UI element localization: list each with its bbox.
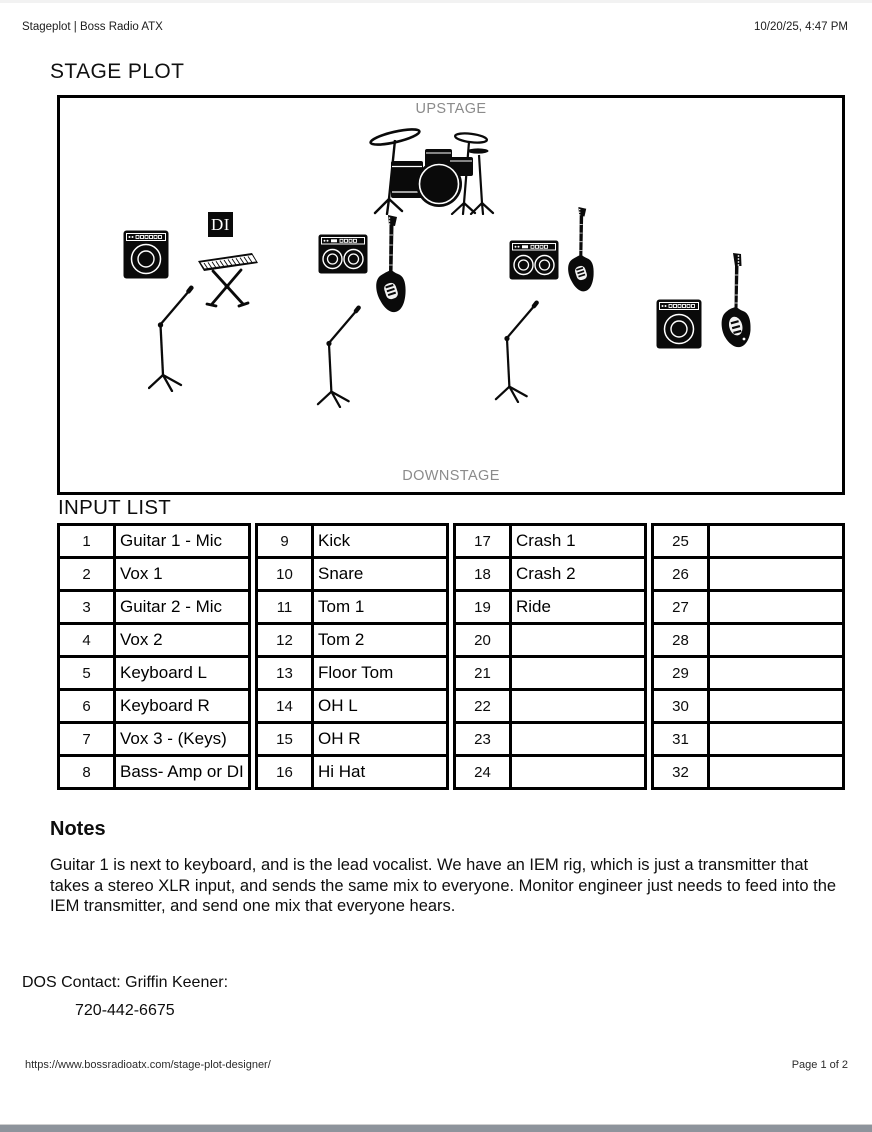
channel-number-cell: 1 <box>59 525 115 558</box>
channel-label-cell <box>511 657 646 690</box>
channel-label-cell: Vox 2 <box>115 624 250 657</box>
channel-label-cell: Snare <box>313 558 448 591</box>
channel-label-cell <box>511 756 646 789</box>
table-row <box>653 723 844 756</box>
table-row <box>653 591 844 624</box>
channel-number-cell: 24 <box>455 756 511 789</box>
channel-number-cell: 30 <box>653 690 709 723</box>
table-row <box>455 591 646 624</box>
table-row <box>455 525 646 558</box>
page-top-edge <box>0 0 872 3</box>
channel-label-cell: Ride <box>511 591 646 624</box>
table-row <box>257 558 448 591</box>
channel-label-cell: Vox 1 <box>115 558 250 591</box>
table-row <box>653 525 844 558</box>
channel-label-cell <box>709 657 844 690</box>
channel-number-cell: 5 <box>59 657 115 690</box>
channel-label-cell <box>709 624 844 657</box>
table-row <box>653 624 844 657</box>
channel-label-cell: OH L <box>313 690 448 723</box>
channel-number-cell: 13 <box>257 657 313 690</box>
channel-number-cell: 9 <box>257 525 313 558</box>
drum-kit-icon <box>365 123 497 215</box>
channel-number-cell: 16 <box>257 756 313 789</box>
table-row <box>455 756 646 789</box>
input-list-table <box>255 523 449 790</box>
table-row <box>455 657 646 690</box>
channel-number-cell: 25 <box>653 525 709 558</box>
input-list-table <box>57 523 251 790</box>
page-title: STAGE PLOT <box>50 60 185 83</box>
print-header-title: Stageplot | Boss Radio ATX <box>22 21 163 33</box>
channel-label-cell: Guitar 2 - Mic <box>115 591 250 624</box>
table-row <box>257 525 448 558</box>
bass-amp-icon <box>656 299 702 349</box>
channel-label-cell <box>511 690 646 723</box>
table-row <box>653 690 844 723</box>
input-list-table <box>651 523 845 790</box>
channel-number-cell: 11 <box>257 591 313 624</box>
channel-number-cell: 4 <box>59 624 115 657</box>
table-row <box>59 624 250 657</box>
channel-number-cell: 28 <box>653 624 709 657</box>
table-row <box>59 525 250 558</box>
channel-number-cell: 26 <box>653 558 709 591</box>
channel-label-cell <box>511 723 646 756</box>
channel-number-cell: 7 <box>59 723 115 756</box>
channel-label-cell: Bass- Amp or DI <box>115 756 250 789</box>
table-row <box>59 558 250 591</box>
table-row <box>59 591 250 624</box>
channel-label-cell <box>709 558 844 591</box>
table-row <box>257 624 448 657</box>
footer-page-number: Page 1 of 2 <box>791 1059 848 1071</box>
footer-url: https://www.bossradioatx.com/stage-plot-designer/ <box>25 1059 271 1071</box>
table-row <box>653 558 844 591</box>
notes-body: Guitar 1 is next to keyboard, and is the lead vocalist. We have an IEM rig, which is just a transmitter that takes a stereo XLR input, and sends the same mix to everyone. Monitor engineer just needs to feed into the IEM transmitter, and send one mix that everyone hears. <box>50 856 837 915</box>
channel-label-cell: Tom 1 <box>313 591 448 624</box>
table-row <box>59 723 250 756</box>
channel-label-cell: OH R <box>313 723 448 756</box>
keyboard-icon <box>196 245 260 311</box>
channel-label-cell: Keyboard L <box>115 657 250 690</box>
channel-number-cell: 22 <box>455 690 511 723</box>
channel-label-cell <box>709 690 844 723</box>
table-row <box>653 657 844 690</box>
input-list <box>57 523 845 790</box>
upstage-label: UPSTAGE <box>415 101 487 117</box>
input-list-title: INPUT LIST <box>58 496 172 519</box>
channel-label-cell: Kick <box>313 525 448 558</box>
table-row <box>257 657 448 690</box>
mic-stand-icon <box>316 305 366 408</box>
channel-number-cell: 8 <box>59 756 115 789</box>
channel-number-cell: 27 <box>653 591 709 624</box>
table-row <box>455 690 646 723</box>
channel-number-cell: 32 <box>653 756 709 789</box>
page-bottom-bar <box>0 1125 872 1132</box>
channel-label-cell: Vox 3 - (Keys) <box>115 723 250 756</box>
channel-number-cell: 2 <box>59 558 115 591</box>
bass-guitar-icon <box>720 253 751 348</box>
channel-number-cell: 17 <box>455 525 511 558</box>
channel-number-cell: 18 <box>455 558 511 591</box>
channel-label-cell <box>709 591 844 624</box>
table-row <box>455 624 646 657</box>
channel-label-cell: Crash 1 <box>511 525 646 558</box>
channel-number-cell: 29 <box>653 657 709 690</box>
mic-stand-icon <box>148 285 198 392</box>
input-list-table <box>453 523 647 790</box>
table-row <box>653 756 844 789</box>
table-row <box>257 723 448 756</box>
keyboard-amp-icon <box>123 230 169 279</box>
table-row <box>257 756 448 789</box>
channel-number-cell: 6 <box>59 690 115 723</box>
channel-number-cell: 31 <box>653 723 709 756</box>
stage-diagram <box>57 95 845 495</box>
mic-stand-icon <box>494 300 544 403</box>
channel-label-cell: Crash 2 <box>511 558 646 591</box>
table-row <box>455 723 646 756</box>
electric-guitar-icon <box>376 215 406 314</box>
print-header-datetime: 10/20/25, 4:47 PM <box>754 21 848 33</box>
channel-label-cell <box>709 723 844 756</box>
channel-number-cell: 19 <box>455 591 511 624</box>
downstage-label: DOWNSTAGE <box>402 468 500 484</box>
table-row <box>455 558 646 591</box>
guitar-amp-icon <box>318 234 368 274</box>
channel-number-cell: 12 <box>257 624 313 657</box>
channel-label-cell: Keyboard R <box>115 690 250 723</box>
channel-label-cell: Hi Hat <box>313 756 448 789</box>
table-row <box>59 690 250 723</box>
channel-label-cell: Floor Tom <box>313 657 448 690</box>
table-row <box>59 756 250 789</box>
channel-number-cell: 15 <box>257 723 313 756</box>
channel-label-cell <box>709 525 844 558</box>
channel-label-cell: Guitar 1 - Mic <box>115 525 250 558</box>
table-row <box>59 657 250 690</box>
channel-label-cell <box>709 756 844 789</box>
channel-number-cell: 14 <box>257 690 313 723</box>
channel-number-cell: 21 <box>455 657 511 690</box>
table-row <box>257 690 448 723</box>
contact-name: DOS Contact: Griffin Keener: <box>22 974 229 991</box>
channel-number-cell: 23 <box>455 723 511 756</box>
channel-label-cell <box>511 624 646 657</box>
di-box: DI <box>208 212 233 237</box>
channel-number-cell: 20 <box>455 624 511 657</box>
contact-phone: 720-442-6675 <box>75 1002 175 1019</box>
guitar-amp-icon <box>509 240 559 280</box>
channel-number-cell: 10 <box>257 558 313 591</box>
channel-number-cell: 3 <box>59 591 115 624</box>
electric-guitar-icon <box>566 207 596 293</box>
notes-title: Notes <box>50 818 106 840</box>
table-row <box>257 591 448 624</box>
channel-label-cell: Tom 2 <box>313 624 448 657</box>
